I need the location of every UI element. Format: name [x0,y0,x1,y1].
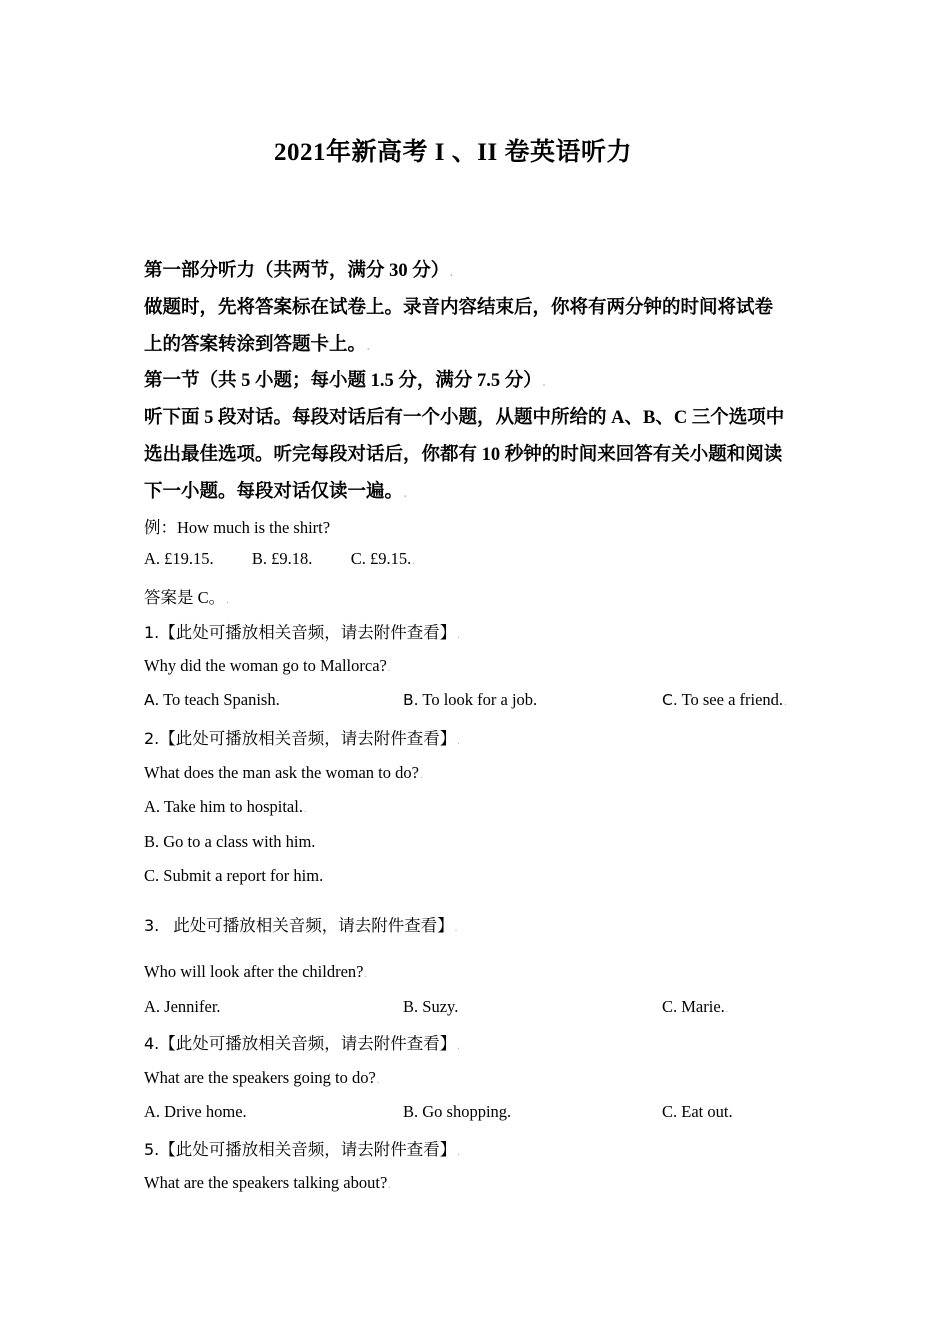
question-5-text: What are the speakers talking about?. [144,1173,391,1192]
section1-instruction-end: 下一小题。每段对话仅读一遍。. [144,482,407,502]
section1-instruction-cont: 选出最佳选项。听完每段对话后，你都有 10 秒钟的时间来回答有关小题和阅读 [144,445,783,465]
section1-instruction: 听下面 5 段对话。每段对话后有一个小题，从题中所给的 A、B、C 三个选项中 [144,408,785,428]
question-2-option-b: B. Go to a class with him. [144,832,316,851]
question-2-option-c: C. Submit a report for him. [144,866,324,885]
section1-heading: 第一节（共 5 小题；每小题 1.5 分，满分 7.5 分）. [144,371,546,391]
audio-prompt-5: 5.【此处可播放相关音频，请去附件查看】. [144,1140,460,1159]
audio-prompt-4: 4.【此处可播放相关音频，请去附件查看】. [144,1034,460,1053]
question-3-option-a: A. Jennifer. [144,997,221,1016]
example-question: 例：How much is the shirt? [144,518,331,537]
question-4-option-c: C. Eat out. [662,1102,733,1121]
audio-prompt-2: 2.【此处可播放相关音频，请去附件查看】. [144,729,460,748]
part1-instruction-cont: 上的答案转涂到答题卡上。. [144,335,370,355]
question-number: 3. [144,916,160,935]
question-2-option-a: A. Take him to hospital.. [144,797,307,816]
question-number: 2. [144,729,160,748]
question-number: 4. [144,1034,160,1053]
question-number: 1. [144,623,160,642]
example-answer: 答案是 C。. [144,588,229,607]
question-number: 5. [144,1140,160,1159]
part1-instruction: 做题时，先将答案标在试卷上。录音内容结束后，你将有两分钟的时间将试卷 [144,298,774,318]
example-option-b: B. £9.18. [251,549,313,568]
question-4-option-a: A. Drive home. [144,1102,247,1121]
question-4-option-b: B. Go shopping. [403,1102,512,1121]
page-title: 2021年新高考 I 、II 卷英语听力 [274,139,632,166]
question-2-text: What does the man ask the woman to do?. [144,763,423,782]
question-1-option-b: B. To look for a job. [403,690,538,709]
question-1-option-c: C. To see a friend.. [662,690,787,709]
question-4-text: What are the speakers going to do?. [144,1068,380,1087]
audio-prompt-3: 3. 此处可播放相关音频，请去附件查看】. [144,916,458,935]
audio-prompt-1: 1.【此处可播放相关音频，请去附件查看】. [144,623,460,642]
question-3-option-b: B. Suzy. [403,997,459,1016]
part1-heading: 第一部分听力（共两节，满分 30 分）. [144,261,453,281]
question-3-option-c: C. Marie.. [662,997,729,1016]
example-option-a: A. £19.15. [144,549,214,568]
question-1-text: Why did the woman go to Mallorca?. [144,656,391,675]
example-option-c: C. £9.15. [350,549,412,568]
example-options: A. £19.15. B. £9.18. C. £9.15.. [144,549,415,568]
question-1-option-a: A. To teach Spanish. [144,690,280,709]
question-3-text: Who will look after the children?. [144,962,367,981]
